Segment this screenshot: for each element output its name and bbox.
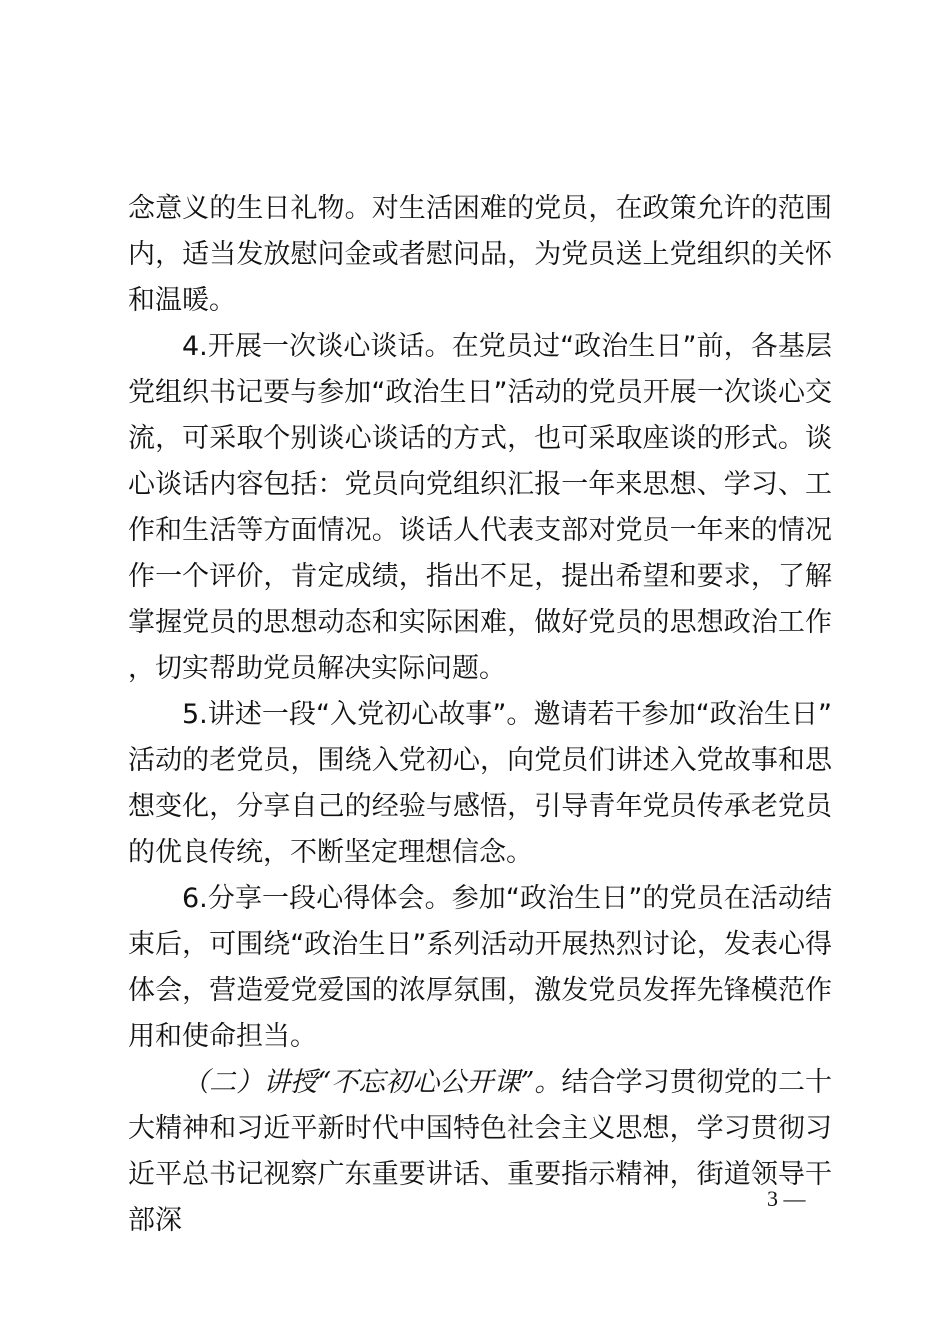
document-body xyxy=(128,186,832,1244)
paragraph-original-aspiration-story: 5.讲述一段“入党初心故事”。邀请若干参加“政治生日”活动的老党员，围绕入党初心，向党员们讲述入党故事和思想变化，分享自己的经验与感悟，引导青年党员传承老党员的优良传统，不断坚定理想信念。 xyxy=(128,699,832,868)
paragraph-heart-to-heart-talk: 4.开展一次谈心谈话。在党员过“政治生日”前，各基层党组织书记要与参加“政治生日”活动的党员开展一次谈心交流，可采取个别谈心谈话的方式，也可采取座谈的形式。谈心谈话内容包括：党员向党组织汇报一年来思想、学习、工作和生活等方面情况。谈话人代表支部对党员一年来的情况作一个评价，肯定成绩，指出不足，提出希望和要求，了解掌握党员的思想动态和实际困难，做好党员的思想政治工作，切实帮助党员解决实际问题。 xyxy=(128,331,832,684)
page-number: 3 — xyxy=(767,1186,806,1211)
paragraph-public-class-body: 结合学习贯彻党的二十大精神和习近平新时代中国特色社会主义思想，学习贯彻习近平总书记视察广东重要讲话、重要指示精神，街道领导干部深 xyxy=(128,1067,833,1236)
paragraph-share-experience: 6.分享一段心得体会。参加“政治生日”的党员在活动结束后，可围绕“政治生日”系列活动开展热烈讨论，发表心得体会，营造爱党爱国的浓厚氛围，激发党员发挥先锋模范作用和使命担当。 xyxy=(128,883,832,1052)
paragraph-public-class xyxy=(128,1060,832,1244)
paragraph-gift-continuation: 念意义的生日礼物。对生活困难的党员，在政策允许的范围内，适当发放慰问金或者慰问品，为党员送上党组织的关怀和温暖。 xyxy=(128,193,832,316)
section-heading-public-class: （二）讲授“不忘初心公开课”。 xyxy=(182,1067,562,1098)
